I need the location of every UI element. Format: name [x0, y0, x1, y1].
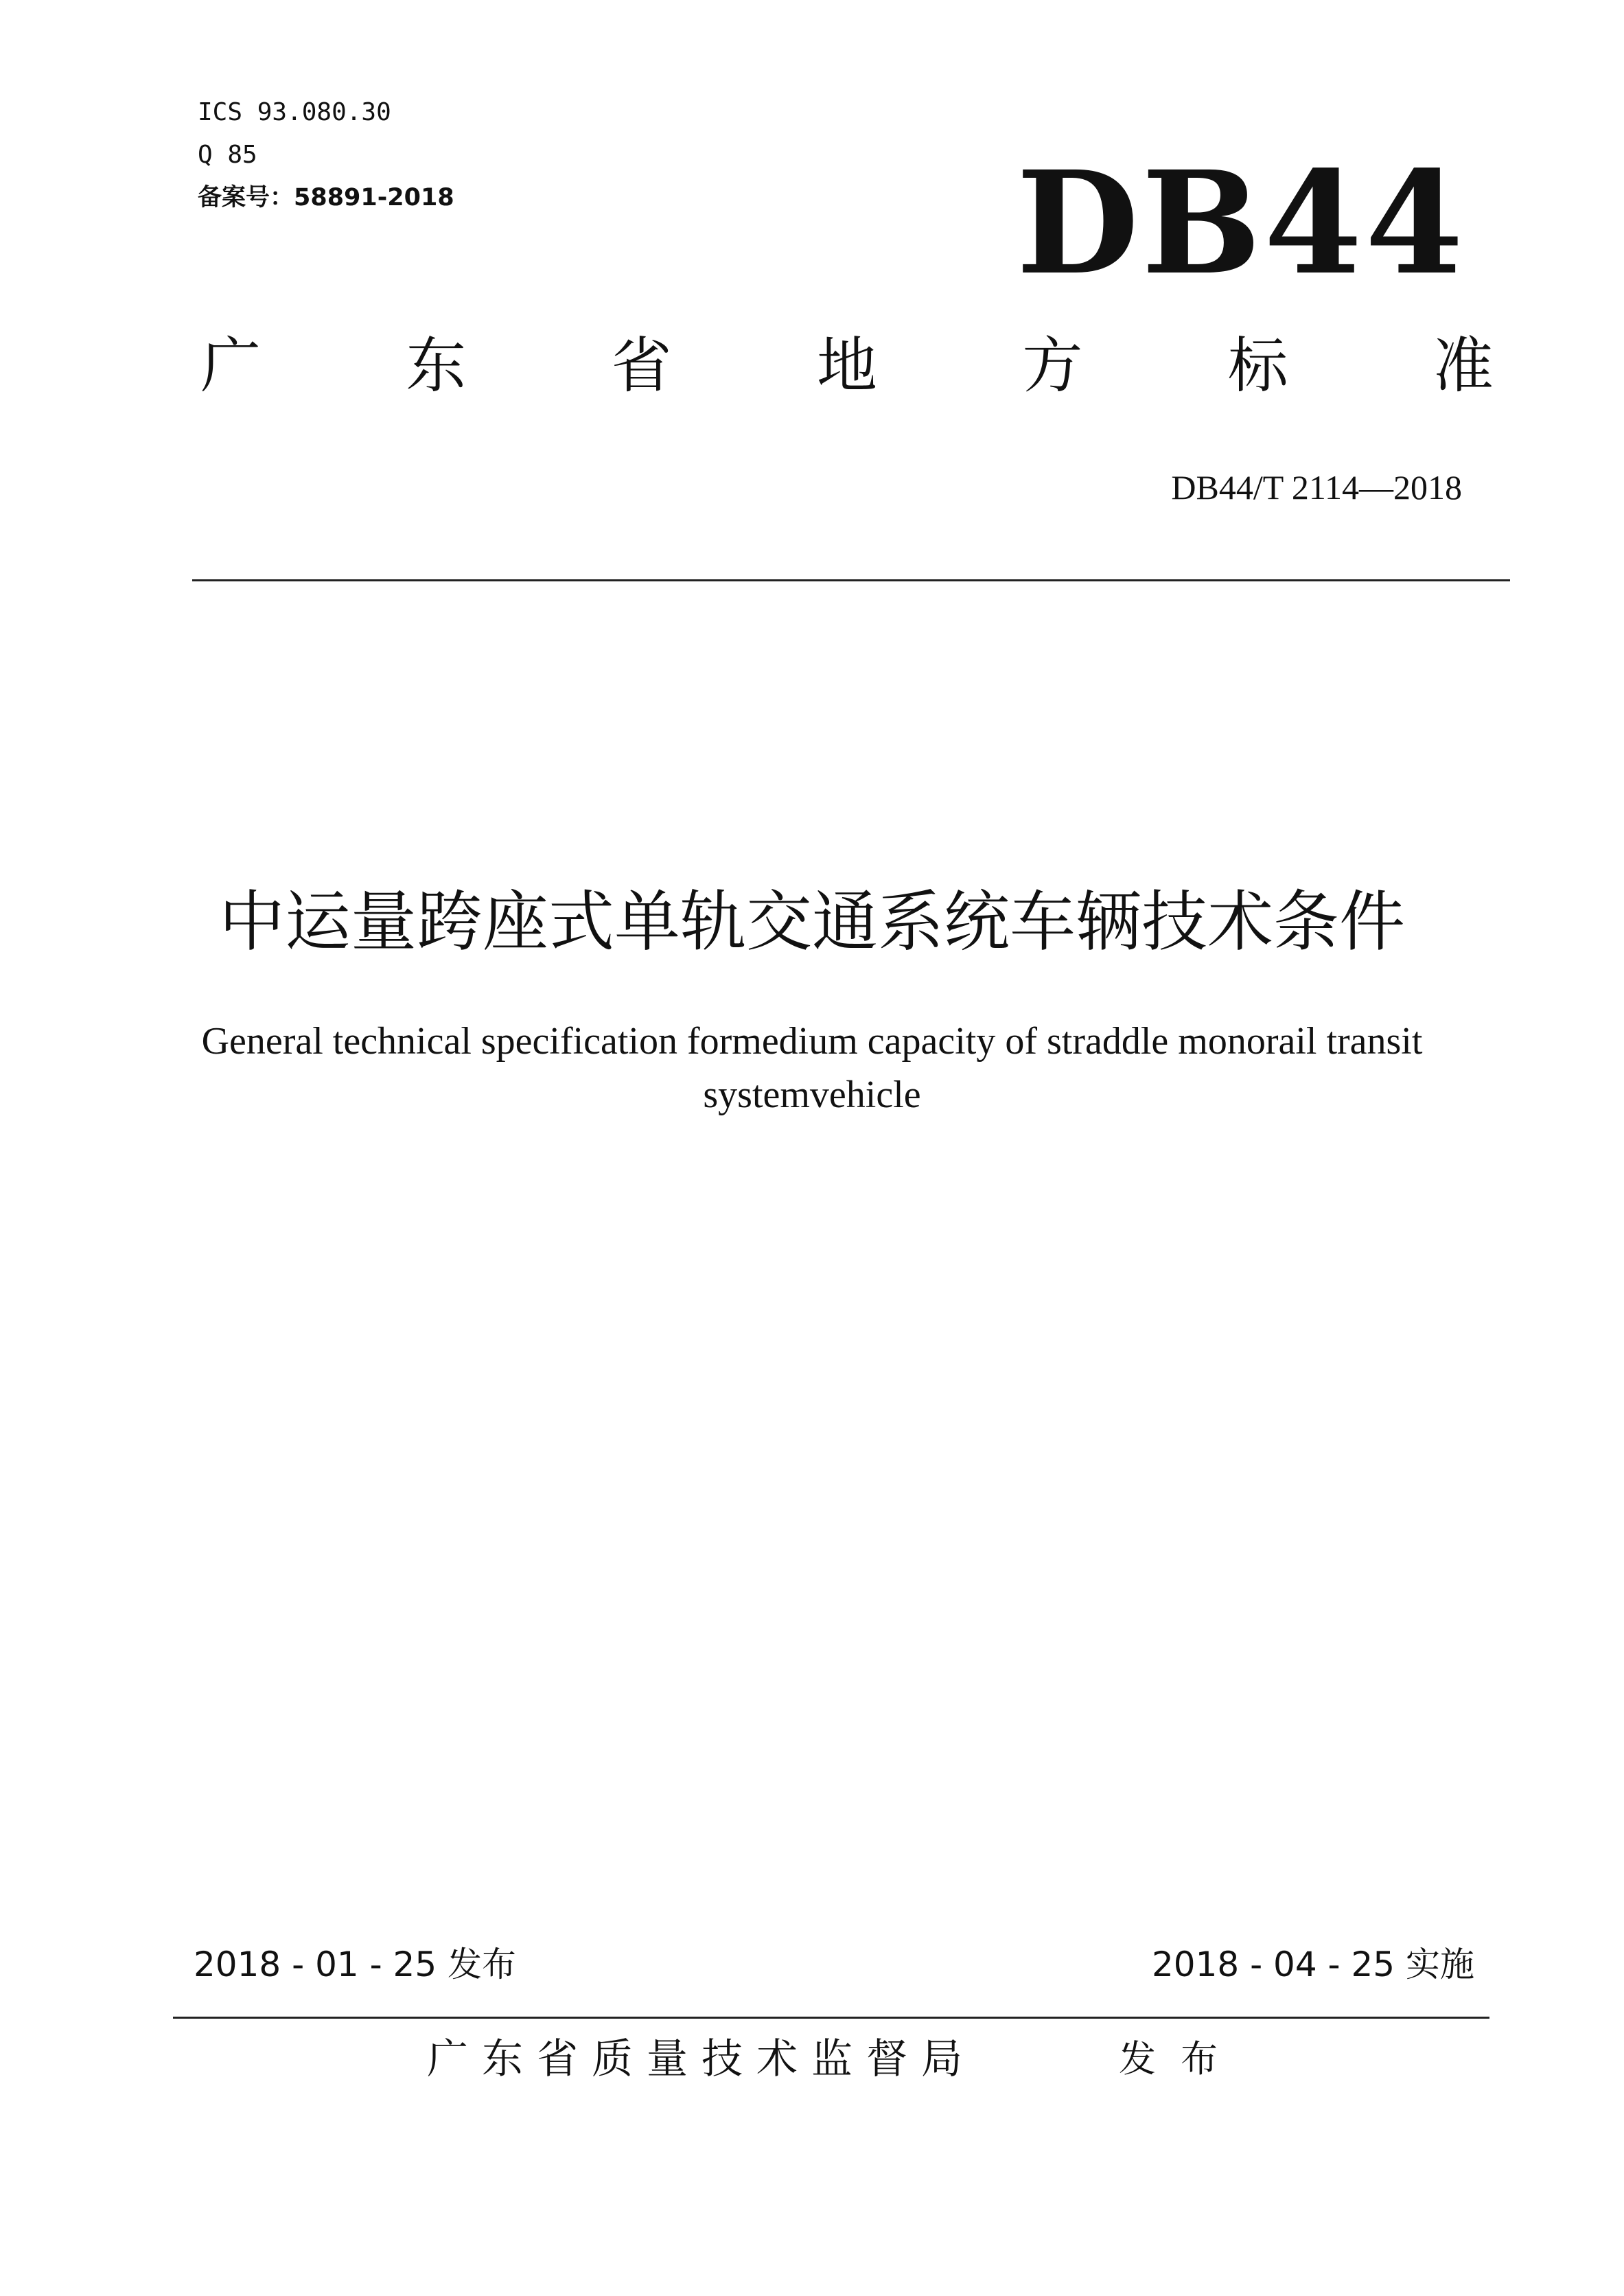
standard-code-logo: DB44	[1016, 140, 1466, 306]
standard-type-heading	[200, 328, 1494, 404]
english-title-line-2: systemvehicle	[703, 1074, 921, 1116]
standard-type-char: 东	[406, 330, 467, 401]
standard-type-char: 省	[611, 330, 672, 401]
standard-type-char: 标	[1227, 330, 1288, 401]
document-title-chinese: 中运量跨座式单轨交通系统车辆技术条件	[219, 883, 1405, 960]
implementation-date: 2018 - 04 - 25 实施	[1151, 1945, 1474, 1984]
standard-type-char: 地	[816, 330, 877, 401]
standard-type-char: 方	[1022, 330, 1083, 401]
standard-type-char: 广	[200, 330, 262, 401]
standard-type-char: 准	[1432, 330, 1494, 401]
issuing-authority: 广东省质量技术监督局	[427, 2035, 976, 2083]
standard-number: DB44/T 2114—2018	[1171, 468, 1462, 507]
ics-code: ICS 93.080.30	[198, 98, 391, 126]
record-number: 备案号：58891-2018	[198, 184, 454, 211]
bottom-divider	[173, 2017, 1489, 2019]
ccs-code: Q 85	[198, 141, 257, 169]
issue-date: 2018 - 01 - 25 发布	[194, 1945, 517, 1984]
english-title-line-1: General technical specification formedium capacity of straddle monorail transit	[201, 1020, 1423, 1063]
top-divider	[192, 579, 1510, 581]
issue-label: 发布	[1119, 2037, 1242, 2080]
document-title-english	[0, 1014, 1624, 1122]
